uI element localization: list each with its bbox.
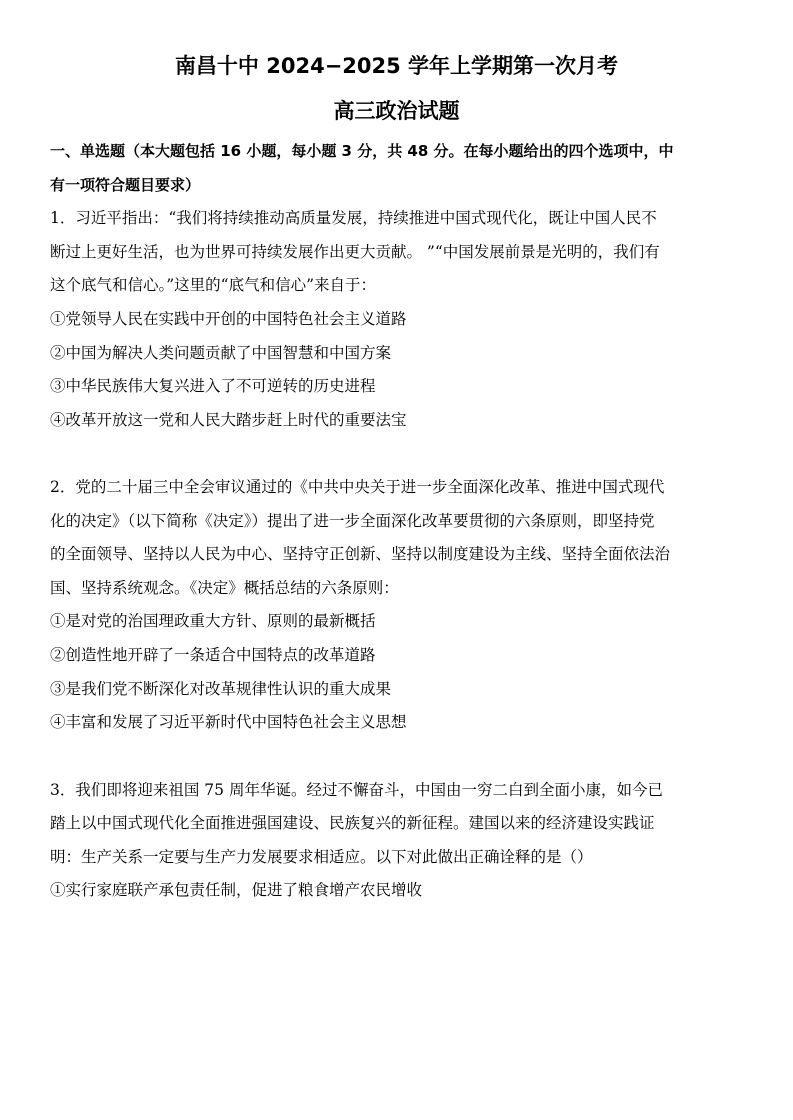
exam-subtitle: 高三政治试题 [333,99,460,123]
q1-item: ②中国为解决人类问题贡献了中国智慧和中国方案 [50,344,392,362]
section-heading-cont: 有一项符合题目要求） [50,176,201,194]
q1-item: ④改革开放这一党和人民大踏步赶上时代的重要法宝 [50,411,407,429]
q1-stem-line: 这个底气和信心。”这里的“底气和信心”来自于： [50,276,377,294]
exam-title: 南昌十中 2024−2025 学年上学期第一次月考 [174,54,619,78]
q2-stem-line: 国、坚持系统观念。《决定》概括总结的六条原则： [50,579,399,597]
q1-stem-line: 1．习近平指出：“我们将持续推动高质量发展，持续推进中国式现代化，既让中国人民不 [50,209,657,227]
q3-stem-line: 踏上以中国式现代化全面推进强国建设、民族复兴的新征程。建国以来的经济建设实践证 [50,814,655,832]
q3-item: ①实行家庭联产承包责任制，促进了粮食增产农民增收 [50,881,423,899]
q2-stem-line: 化的决定》（以下简称《决定》）提出了进一步全面深化改革要贯彻的六条原则，即坚持党 [50,512,655,530]
q1-item: ①党领导人民在实践中开创的中国特色社会主义道路 [50,310,407,328]
q2-stem-line: 的全面领导、坚持以人民为中心、坚持守正创新、坚持以制度建设为主线、坚持全面依法治 [50,545,671,563]
q1-stem-line: 断过上更好生活，也为世界可持续发展作出更大贡献。 ”“中国发展前景是光明的，我们有 [50,243,660,261]
q2-item: ①是对党的治国理政重大方针、原则的最新概括 [50,612,376,630]
q2-item: ③是我们党不断深化对改革规律性认识的重大成果 [50,680,392,698]
q1-item: ③中华民族伟大复兴进入了不可逆转的历史进程 [50,377,376,395]
section-heading: 一、单选题（本大题包括 16 小题，每小题 3 分，共 48 分。在每小题给出的四个选项中，中 [50,142,674,160]
q3-stem-line: 3．我们即将迎来祖国 75 周年华诞。经过不懈奋斗，中国由一穷二白到全面小康，如今已 [50,781,663,799]
q2-item: ②创造性地开辟了一条适合中国特点的改革道路 [50,646,376,664]
q2-item: ④丰富和发展了习近平新时代中国特色社会主义思想 [50,713,407,731]
q3-stem-line: 明：生产关系一定要与生产力发展要求相适应。以下对此做出正确诠释的是（） [50,848,593,866]
q2-stem-line: 2．党的二十届三中全会审议通过的《中共中央关于进一步全面深化改革、推进中国式现代 [50,478,665,496]
